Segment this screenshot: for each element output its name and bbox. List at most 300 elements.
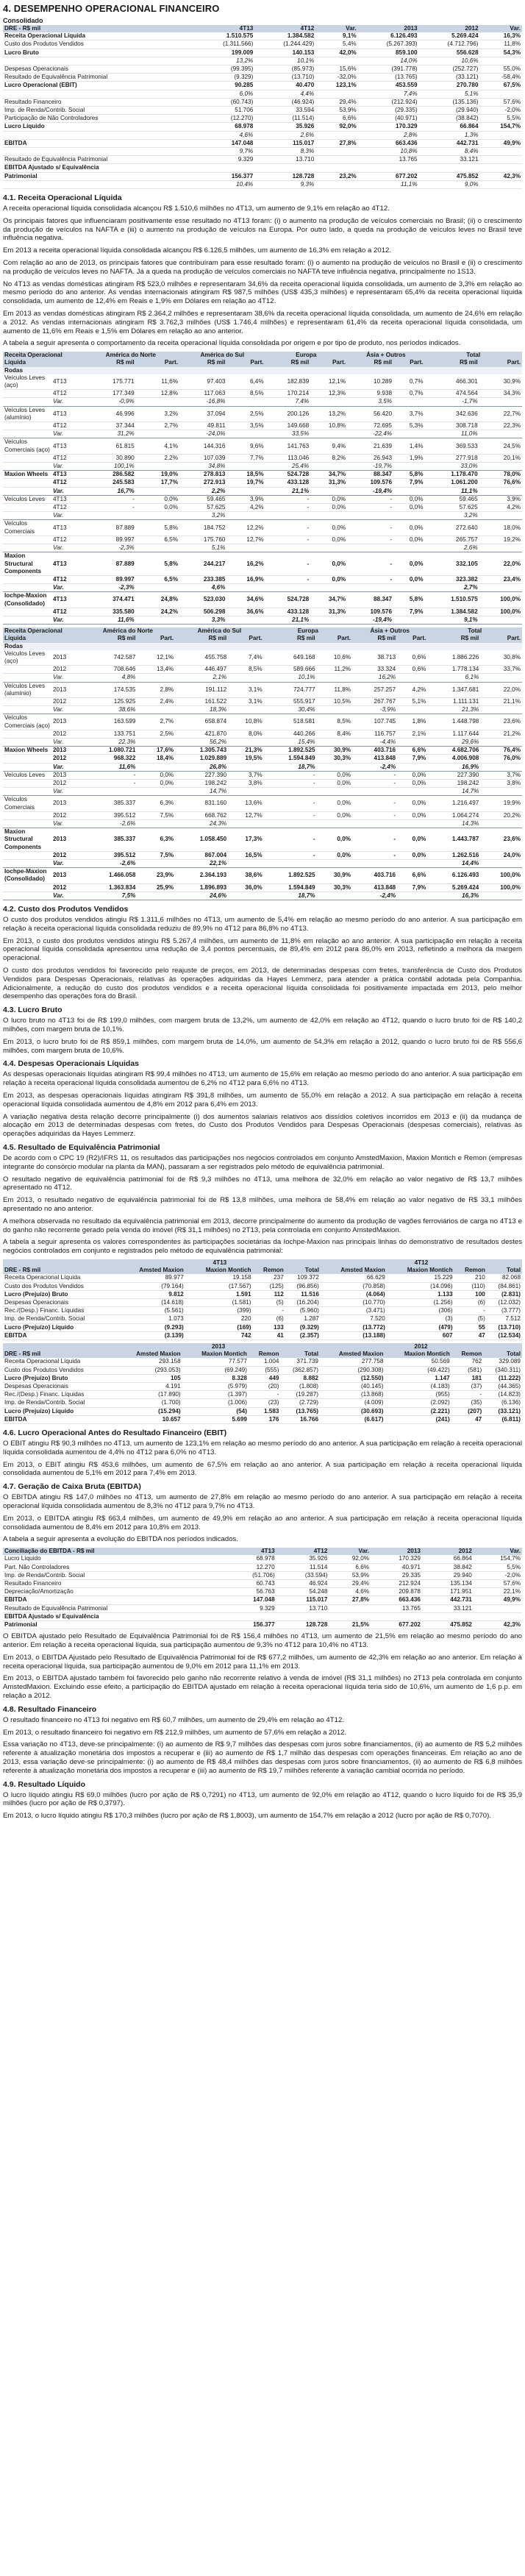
table-cell: 1.117.644 xyxy=(427,730,480,738)
table-row xyxy=(3,123,522,131)
table-cell: 198.242 xyxy=(175,779,228,787)
table-cell: (6) xyxy=(454,1298,487,1306)
table-cell: 475.852 xyxy=(419,172,480,180)
table-cell: 3,7% xyxy=(480,771,522,779)
table-cell xyxy=(317,738,352,746)
table-cell: 2013 xyxy=(51,868,81,883)
table-cell: - xyxy=(347,495,393,503)
table-cell xyxy=(310,487,347,495)
table-cell: 1.896.893 xyxy=(175,883,228,892)
table-cell: 1.061.200 xyxy=(425,479,479,487)
paragraph: O custo dos produtos vendidos atingiu R$ 1.311,6 milhões no 4T13, um aumento de 5,4% em relação ao mesmo período do ano anterior. A sua participação em relação à receita operacional líquida consolidada reduziu de 89,9% no 4T12 para 86,8% no 4T13. xyxy=(3,916,522,933)
table-cell: 332.105 xyxy=(425,552,479,576)
table-cell: (3.471) xyxy=(321,1307,387,1315)
table-cell: (5) xyxy=(253,1298,285,1306)
table-cell: 68.978 xyxy=(224,1555,276,1563)
row-label: Participação de Não Controladores xyxy=(3,115,195,123)
column-group-header: Europa xyxy=(264,627,352,635)
column-header: R$ mil xyxy=(347,359,393,366)
table-cell: 21,1% xyxy=(480,697,522,705)
table-cell: (44.365) xyxy=(483,1382,522,1390)
table-cell: 4,1% xyxy=(136,438,179,454)
table-cell: 10,8% xyxy=(228,714,263,730)
header-row xyxy=(3,1351,522,1358)
row-label: Lucro (Prejuízo) Bruto xyxy=(3,1290,119,1298)
table-cell xyxy=(136,430,179,438)
table-row xyxy=(3,788,522,796)
table-cell: (13.868) xyxy=(320,1391,385,1399)
section-4-8-text xyxy=(3,1716,522,1776)
table-cell: 9.938 xyxy=(347,390,393,398)
table-cell: 3,9% xyxy=(226,495,265,503)
table-cell: 23,6% xyxy=(480,714,522,730)
table-cell: 128.728 xyxy=(276,1621,329,1629)
table-row xyxy=(3,82,522,90)
table-cell: 742 xyxy=(185,1331,253,1339)
table-cell: 440.266 xyxy=(264,730,317,738)
table-cell: -19,7% xyxy=(347,463,393,471)
table-cell: (5.267.393) xyxy=(358,40,419,49)
table-cell: 34,3% xyxy=(479,390,522,398)
table-row xyxy=(3,592,522,608)
group-label xyxy=(3,811,51,819)
table-cell: 286.582 xyxy=(82,471,136,479)
table-cell: 21,2% xyxy=(480,730,522,738)
group-label xyxy=(3,398,51,406)
column-group-header: 2012 xyxy=(320,1343,522,1351)
table-cell: 55,0% xyxy=(480,65,522,74)
table-cell: 0,0% xyxy=(317,828,352,852)
row-label: EBITDA xyxy=(3,1415,117,1423)
table-row xyxy=(3,74,522,82)
table-cell: 1,3% xyxy=(419,131,480,139)
table-row xyxy=(3,438,522,454)
table-cell: 1.466.058 xyxy=(81,868,138,883)
table-cell: 7,9% xyxy=(397,755,427,763)
table-cell: (10.770) xyxy=(321,1298,387,1306)
table-cell: 16,2% xyxy=(352,674,397,682)
column-header: Conciliação do EBITDA - R$ mil xyxy=(3,1548,224,1555)
table-cell: 30,9% xyxy=(317,747,352,755)
table-cell: 33.121 xyxy=(419,156,480,164)
section-4-5-text xyxy=(3,1154,522,1256)
table-cell: 55 xyxy=(454,1323,487,1331)
table-cell: 49.811 xyxy=(179,422,226,430)
table-cell: 109.372 xyxy=(285,1274,321,1282)
row-label: Resultado de Equivalência Patrimonial xyxy=(3,156,195,164)
table-cell: (12.550) xyxy=(320,1374,385,1382)
section-4-7-title: 4.7. Geração de Caixa Bruta (EBITDA) xyxy=(3,1482,141,1492)
table-cell: 4T12 xyxy=(51,504,82,512)
table-cell: Var. xyxy=(51,584,82,592)
table-row xyxy=(3,131,522,139)
column-header: Amsted Maxion xyxy=(117,1351,182,1358)
table-cell: 10,5% xyxy=(317,697,352,705)
table-cell: 3,9% xyxy=(479,495,522,503)
table-cell: 2,8% xyxy=(137,682,175,697)
table-cell: 33,0% xyxy=(425,463,479,471)
table-cell: 97.403 xyxy=(179,374,226,390)
table-cell: 9,0% xyxy=(419,180,480,188)
table-row xyxy=(3,1407,522,1415)
table-row xyxy=(3,536,522,544)
table-cell: 16.766 xyxy=(280,1415,320,1423)
table-cell: 3,8% xyxy=(228,779,263,787)
table-cell: 100,0% xyxy=(480,883,522,892)
table-cell: 4T12 xyxy=(51,479,82,487)
table-cell xyxy=(317,860,352,868)
table-cell xyxy=(480,164,522,172)
table-cell: 13,2% xyxy=(195,57,255,65)
table-cell: 59.465 xyxy=(425,495,479,503)
table-cell: (125) xyxy=(253,1282,285,1290)
table-cell: (13.765) xyxy=(280,1407,320,1415)
table-cell: 1.384.582 xyxy=(254,32,315,40)
table-cell: 3,1% xyxy=(228,682,263,697)
row-label: Receita Operacional Líquida xyxy=(3,1274,119,1282)
table-cell: -19,4% xyxy=(347,616,393,624)
table-cell: 4,4% xyxy=(254,90,315,98)
table-cell xyxy=(136,398,179,406)
table-cell: (252.727) xyxy=(419,65,480,74)
table-cell: 113.046 xyxy=(265,454,311,462)
table-cell: 42,3% xyxy=(480,172,522,180)
table-cell: 0,0% xyxy=(397,811,427,819)
column-header: Part. xyxy=(226,359,265,366)
group-label: Veículos Comerciais xyxy=(3,520,51,536)
row-label: Custo dos Produtos Vendidos xyxy=(3,1366,117,1374)
table-row xyxy=(3,49,522,57)
table-cell: 1.178.470 xyxy=(425,471,479,479)
table-cell: 1.064.274 xyxy=(427,811,480,819)
table-cell: 100 xyxy=(454,1290,487,1298)
table-cell xyxy=(329,1612,371,1620)
column-header: Remon xyxy=(451,1351,484,1358)
table-cell: 6,6% xyxy=(329,1563,371,1571)
table-cell: (555) xyxy=(249,1366,281,1374)
table-cell xyxy=(480,738,522,746)
table-cell: 1,8% xyxy=(397,714,427,730)
column-group-header: 2013 xyxy=(117,1343,320,1351)
table-cell: 524.728 xyxy=(265,471,311,479)
table-cell: 3,5% xyxy=(347,398,393,406)
table-cell: 31,2% xyxy=(82,430,136,438)
table-cell xyxy=(480,763,522,771)
table-cell: 47 xyxy=(454,1331,487,1339)
table-cell: 13.710 xyxy=(276,1604,329,1612)
table-cell: 244.217 xyxy=(179,552,226,576)
table-cell: 6,6% xyxy=(315,115,357,123)
table-cell: 17,3% xyxy=(228,828,263,852)
table-row xyxy=(3,98,522,106)
table-cell xyxy=(226,398,265,406)
table-cell: 76,0% xyxy=(480,755,522,763)
table-cell: 27,8% xyxy=(315,139,357,147)
table-row xyxy=(3,520,522,536)
section-title: 4. DESEMPENHO OPERACIONAL FINANCEIRO xyxy=(3,3,220,14)
table-cell: 19,7% xyxy=(226,479,265,487)
table-cell: 658.874 xyxy=(175,714,228,730)
table-cell: 11,8% xyxy=(317,682,352,697)
group-label xyxy=(3,674,51,682)
table-cell: (19.287) xyxy=(280,1391,320,1399)
table-row xyxy=(3,172,522,180)
table-cell: 24,8% xyxy=(136,592,179,608)
table-cell xyxy=(480,788,522,796)
paragraph: A receita operacional líquida consolidada alcançou R$ 1.510,6 milhões no 4T13, um aumento de 9,1% em relação ao 4T12. xyxy=(3,204,390,213)
row-label: Imp. de Renda/Contrib. Social xyxy=(3,1399,117,1407)
table-cell: 26,8% xyxy=(175,763,228,771)
table-cell: 209.878 xyxy=(371,1588,422,1596)
table-cell: Var. xyxy=(51,788,81,796)
header-row xyxy=(3,359,522,366)
table-cell: 38.713 xyxy=(352,650,397,666)
table-cell: - xyxy=(264,811,317,819)
table-row xyxy=(3,1621,522,1629)
table-cell: 3,5% xyxy=(226,422,265,430)
table-cell: (35) xyxy=(451,1399,484,1407)
table-cell xyxy=(393,463,424,471)
table-row xyxy=(3,892,522,900)
table-cell xyxy=(310,398,347,406)
table-row xyxy=(3,1415,522,1423)
table-cell: 34,7% xyxy=(310,592,347,608)
table-cell xyxy=(393,487,424,495)
table-cell: 210 xyxy=(454,1274,487,1282)
table-cell: - xyxy=(451,1391,484,1399)
table-cell: 11,1% xyxy=(358,180,419,188)
table-cell: 20,1% xyxy=(479,454,522,462)
table-cell: (14.823) xyxy=(483,1391,522,1399)
column-group-header: Ásia + Outros xyxy=(347,352,424,359)
table-cell xyxy=(422,1612,474,1620)
table-cell: 89.997 xyxy=(82,575,136,583)
table-cell: 22,1% xyxy=(175,860,228,868)
table-cell: 2013 xyxy=(51,714,81,730)
table-cell: (399) xyxy=(185,1307,253,1315)
table-cell: 0,0% xyxy=(397,851,427,859)
group-label xyxy=(3,390,51,398)
table-cell: 30,4% xyxy=(264,706,317,714)
table-cell: 15.229 xyxy=(387,1274,454,1282)
table-row xyxy=(3,771,522,779)
table-cell xyxy=(393,584,424,592)
table-cell: 0,0% xyxy=(317,771,352,779)
table-cell: 2013 xyxy=(51,650,81,666)
table-cell: 10,4% xyxy=(195,180,255,188)
table-row xyxy=(3,674,522,682)
row-label: Lucro Bruto xyxy=(3,49,195,57)
table-cell: (40.145) xyxy=(320,1382,385,1390)
table-cell: 24,0% xyxy=(480,851,522,859)
group-label xyxy=(3,430,51,438)
table-cell: (2.729) xyxy=(280,1399,320,1407)
table-cell xyxy=(474,1612,522,1620)
table-cell: 29.940 xyxy=(422,1571,474,1579)
table-cell: 2,2% xyxy=(179,487,226,495)
group-label: Veículos Leves (alumínio) xyxy=(3,682,51,697)
table-row xyxy=(3,487,522,495)
table-cell: (6.811) xyxy=(483,1415,522,1423)
table-cell: 8,4% xyxy=(419,148,480,156)
column-header: R$ mil xyxy=(427,635,480,642)
table-cell: 33.121 xyxy=(422,1604,474,1612)
table-cell: 30.890 xyxy=(82,454,136,462)
table-cell: 7.520 xyxy=(321,1315,387,1323)
table-cell: 3,2% xyxy=(179,512,226,520)
table-cell: (4.183) xyxy=(385,1382,451,1390)
table-cell xyxy=(480,180,522,188)
table-row xyxy=(3,811,522,819)
table-row xyxy=(3,430,522,438)
table-cell: 33,7% xyxy=(480,666,522,674)
table-cell: 708.646 xyxy=(81,666,138,674)
table-row xyxy=(3,1323,522,1331)
column-header: DRE - R$ mil xyxy=(3,25,195,32)
table-cell: (14.096) xyxy=(387,1282,454,1290)
table-cell: 449 xyxy=(249,1374,281,1382)
table-cell xyxy=(480,706,522,714)
section-4-3-title: 4.3. Lucro Bruto xyxy=(3,1006,63,1015)
table-cell: 518.581 xyxy=(264,714,317,730)
table-cell: 21,5% xyxy=(329,1621,371,1629)
column-header: Maxion Montich xyxy=(182,1351,249,1358)
table-cell: 474.564 xyxy=(425,390,479,398)
table-cell: 7,5% xyxy=(137,851,175,859)
table-cell: 5,8% xyxy=(393,471,424,479)
column-header: Total xyxy=(285,1267,321,1274)
table-cell: 17,7% xyxy=(136,479,179,487)
table-cell: 374.471 xyxy=(82,592,136,608)
table-cell: 117.063 xyxy=(179,390,226,398)
table-cell: 6,4% xyxy=(226,374,265,390)
table-cell: 21,3% xyxy=(228,747,263,755)
table-cell: 433.128 xyxy=(265,608,311,616)
paragraph: A melhora observada no resultado da equivalência patrimonial em 2013, decorre principalmente do aumento da produção de vagões ferroviários de carga no 4T13 e do ganho não recorrente gerado pela venda do imóvel (R$ 31,1 milhões) no 2T13, pela controlada em conjunto AmstedMaxion. xyxy=(3,1217,522,1234)
column-header: Var. xyxy=(315,25,357,32)
table-cell xyxy=(310,616,347,624)
table-cell: 649.168 xyxy=(264,650,317,666)
table-cell: 100,1% xyxy=(82,463,136,471)
table-cell: (581) xyxy=(451,1366,484,1374)
table-cell: Var. xyxy=(51,616,82,624)
section-4-4-title: 4.4. Despesas Operacionais Líquidas xyxy=(3,1059,139,1069)
table-cell xyxy=(347,512,393,520)
group-label xyxy=(3,666,51,674)
table-cell: 9,3% xyxy=(254,180,315,188)
table-cell xyxy=(479,487,522,495)
table-cell xyxy=(393,512,424,520)
table-cell: 2012 xyxy=(51,697,81,705)
table-cell xyxy=(228,674,263,682)
table-cell xyxy=(480,674,522,682)
table-cell: (69.249) xyxy=(182,1366,249,1374)
table-cell: 18,3% xyxy=(175,706,228,714)
table-cell: Var. xyxy=(51,706,81,714)
table-row xyxy=(3,1596,522,1604)
table-cell: 7.512 xyxy=(487,1315,522,1323)
table-cell: 11,6% xyxy=(82,616,136,624)
table-cell: (362.857) xyxy=(280,1366,320,1374)
table-cell: 6.126.493 xyxy=(358,32,419,40)
table-row xyxy=(3,650,522,666)
row-label: EBITDA xyxy=(3,1331,119,1339)
table-cell xyxy=(352,788,397,796)
table-cell: 21,3% xyxy=(427,706,480,714)
table-cell: 245.583 xyxy=(82,479,136,487)
table-row xyxy=(3,495,522,503)
column-header: R$ mil xyxy=(81,635,138,642)
table-cell: 181 xyxy=(451,1374,484,1382)
table-cell: (1.808) xyxy=(280,1382,320,1390)
header-row xyxy=(3,627,522,635)
table-cell: 277.918 xyxy=(425,454,479,462)
column-header: R$ mil xyxy=(175,635,228,642)
table-cell: 6,6% xyxy=(397,747,427,755)
table-cell: 3,3% xyxy=(179,616,226,624)
table-cell: 14,7% xyxy=(175,788,228,796)
table-cell: 220 xyxy=(185,1315,253,1323)
column-header: Part. xyxy=(228,635,263,642)
table-cell: 22,3% xyxy=(479,422,522,430)
section-4-2-text xyxy=(3,916,522,1001)
table-cell xyxy=(397,738,427,746)
table-cell: 13,2% xyxy=(310,406,347,421)
table-cell: (14.618) xyxy=(119,1298,185,1306)
row-label: Lucro Líquido xyxy=(3,1555,224,1563)
table-cell: 724.777 xyxy=(264,682,317,697)
table-cell: 12,7% xyxy=(226,536,265,544)
table-cell: 272.640 xyxy=(425,520,479,536)
table-cell: 10.289 xyxy=(347,374,393,390)
table-cell: 453.559 xyxy=(358,82,419,90)
table-row xyxy=(3,139,522,147)
table-cell: Var. xyxy=(51,487,82,495)
table-cell: 5,3% xyxy=(393,422,424,430)
table-cell: 57,6% xyxy=(474,1579,522,1587)
table-cell: 26.943 xyxy=(347,454,393,462)
table-row xyxy=(3,90,522,98)
table-row xyxy=(3,714,522,730)
group-row xyxy=(3,367,522,374)
table-cell: (51.706) xyxy=(224,1571,276,1579)
table-cell xyxy=(254,164,315,172)
table-cell: 4T13 xyxy=(51,520,82,536)
table-cell: - xyxy=(347,504,393,512)
table-cell: -2,0% xyxy=(480,107,522,115)
table-cell: (12.032) xyxy=(487,1298,522,1306)
table-cell: 77.577 xyxy=(182,1358,249,1366)
table-cell: 1.892.525 xyxy=(264,747,317,755)
table-cell: (110) xyxy=(454,1282,487,1290)
table-cell: 12,7% xyxy=(228,811,263,819)
table-cell: Var. xyxy=(51,738,81,746)
table-cell: 2012 xyxy=(51,666,81,674)
table-cell: 54,3% xyxy=(480,49,522,57)
table-cell: (13.710) xyxy=(487,1323,522,1331)
table-cell: 8.882 xyxy=(280,1374,320,1382)
table-cell: 4T13 xyxy=(51,438,82,454)
table-row xyxy=(3,1307,522,1315)
column-header: 2013 xyxy=(358,25,419,32)
paragraph: O resultado negativo de equivalência patrimonial foi de R$ 9,3 milhões no 4T13, uma melhora de 32,0% em relação ao valor negativo de R$ 13,7 milhões apresentado no 4T12. xyxy=(3,1175,522,1192)
table-cell: 100,0% xyxy=(480,868,522,883)
table-cell: 60.743 xyxy=(224,1579,276,1587)
table-cell xyxy=(228,820,263,828)
table-cell: 4T13 xyxy=(51,592,82,608)
table-cell: 13,6% xyxy=(228,796,263,811)
table-cell: 16,2% xyxy=(226,552,265,576)
